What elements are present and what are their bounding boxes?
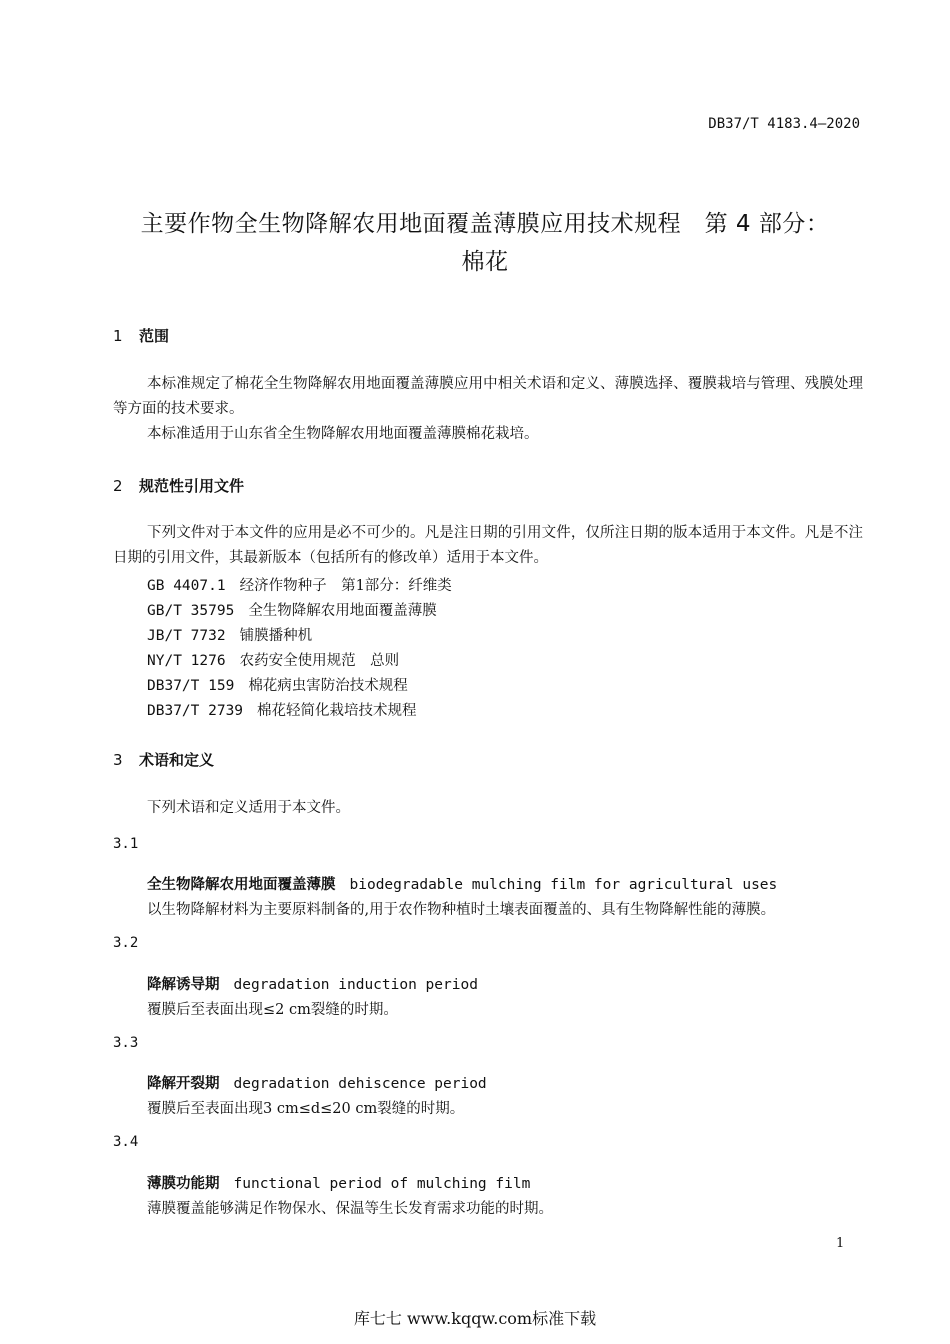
document-title-line2: 棉花	[461, 249, 509, 275]
section-2-heading	[113, 475, 244, 496]
term-title	[147, 973, 478, 994]
normative-reference	[147, 674, 408, 695]
reference-code: DB37/T 159	[147, 678, 235, 694]
normative-reference	[147, 599, 437, 620]
section-number: 2	[113, 477, 123, 495]
term-definition: 覆膜后至表面出现3 cm≤d≤20 cm裂缝的时期。	[147, 1101, 465, 1117]
normative-reference	[147, 649, 399, 670]
section-3-heading	[113, 749, 214, 770]
reference-code: NY/T 1276	[147, 653, 226, 669]
footer-watermark: 库七七 www.kqqw.com标准下载	[353, 1309, 597, 1328]
term-number: 3.3	[113, 1035, 139, 1051]
section-1-heading	[113, 325, 169, 346]
term-number: 3.4	[113, 1134, 139, 1150]
term-title	[147, 1172, 530, 1193]
reference-code: GB/T 35795	[147, 603, 235, 619]
term-english: biodegradable mulching film for agricultural uses	[349, 877, 778, 893]
normative-reference	[147, 699, 417, 720]
reference-title: 棉花病虫害防治技术规程	[248, 678, 408, 694]
term-definition: 以生物降解材料为主要原料制备的,用于农作物种植时土壤表面覆盖的、具有生物降解性能的薄膜。	[147, 902, 776, 918]
section-3-intro: 下列术语和定义适用于本文件。	[147, 800, 350, 816]
page-number: 1	[836, 1236, 845, 1251]
term-chinese: 降解诱导期	[147, 977, 220, 993]
normative-reference	[147, 624, 312, 645]
term-number: 3.2	[113, 935, 139, 951]
term-title	[147, 873, 777, 894]
reference-code: DB37/T 2739	[147, 703, 244, 719]
section-title: 范围	[139, 327, 170, 345]
section-number: 3	[113, 751, 123, 769]
reference-title: 农药安全使用规范 总则	[239, 653, 400, 669]
term-definition: 薄膜覆盖能够满足作物保水、保温等生长发育需求功能的时期。	[147, 1201, 553, 1217]
reference-title: 棉花轻简化栽培技术规程	[257, 703, 417, 719]
term-chinese: 降解开裂期	[147, 1076, 220, 1092]
reference-title: 经济作物种子 第1部分：纤维类	[239, 578, 452, 594]
term-english: degradation induction period	[233, 977, 478, 993]
document-title-line1: 主要作物全生物降解农用地面覆盖薄膜应用技术规程 第 4 部分：	[140, 211, 830, 237]
standard-code: DB37/T 4183.4—2020	[708, 116, 860, 132]
section-1-paragraph-1: 本标准规定了棉花全生物降解农用地面覆盖薄膜应用中相关术语和定义、薄膜选择、覆膜栽培与管理、残膜处理等方面的技术要求。	[113, 376, 863, 417]
section-title: 规范性引用文件	[139, 477, 245, 495]
section-1-paragraph-2: 本标准适用于山东省全生物降解农用地面覆盖薄膜棉花栽培。	[147, 426, 539, 442]
term-definition: 覆膜后至表面出现≤2 cm裂缝的时期。	[147, 1002, 398, 1018]
reference-code: GB 4407.1	[147, 578, 226, 594]
section-title: 术语和定义	[139, 751, 215, 769]
reference-title: 铺膜播种机	[239, 628, 313, 644]
reference-code: JB/T 7732	[147, 628, 226, 644]
term-english: degradation dehiscence period	[233, 1076, 487, 1092]
term-number: 3.1	[113, 836, 139, 852]
section-number: 1	[113, 327, 123, 345]
section-2-paragraph-1: 下列文件对于本文件的应用是必不可少的。凡是注日期的引用文件，仅所注日期的版本适用于本文件。凡是不注日期的引用文件，其最新版本（包括所有的修改单）适用于本文件。	[113, 525, 863, 566]
term-chinese: 薄膜功能期	[147, 1176, 220, 1192]
term-english: functional period of mulching film	[233, 1176, 531, 1192]
term-chinese: 全生物降解农用地面覆盖薄膜	[147, 877, 336, 893]
term-title	[147, 1072, 487, 1093]
reference-title: 全生物降解农用地面覆盖薄膜	[248, 603, 437, 619]
normative-reference	[147, 574, 452, 595]
